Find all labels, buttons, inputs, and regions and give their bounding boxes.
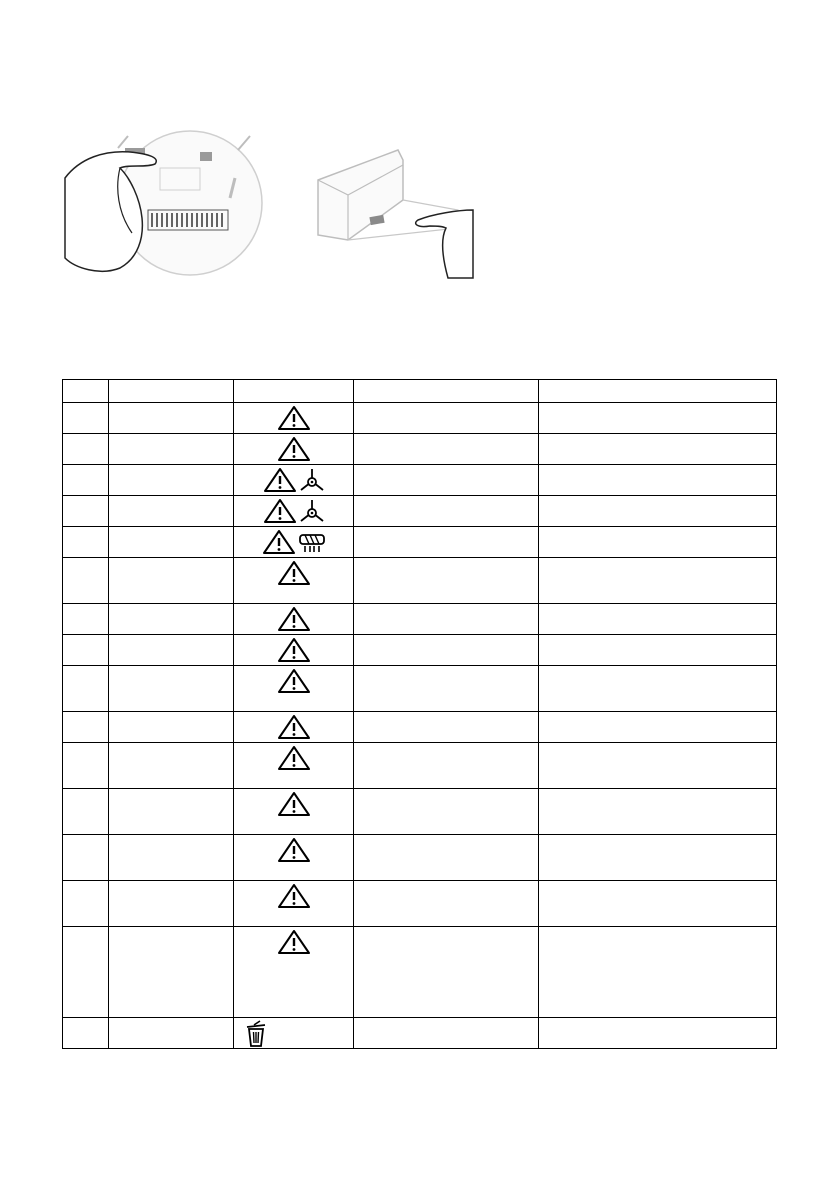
table-cell xyxy=(109,743,234,789)
table-row xyxy=(63,712,777,743)
table-cell xyxy=(63,465,109,496)
table-row xyxy=(63,604,777,635)
table-cell xyxy=(354,666,539,712)
icon-cell xyxy=(234,927,354,1018)
table-cell xyxy=(109,527,234,558)
table-row xyxy=(63,1018,777,1049)
icon-cell xyxy=(234,789,354,835)
dustbin-icon xyxy=(244,1020,268,1048)
icon-cell xyxy=(234,434,354,465)
table-cell xyxy=(539,666,777,712)
icon-cell xyxy=(234,604,354,635)
warning-icon xyxy=(277,637,311,663)
table-cell xyxy=(539,743,777,789)
status-icons xyxy=(234,527,353,555)
table-cell xyxy=(354,496,539,527)
warning-icon xyxy=(277,436,311,462)
table-cell xyxy=(109,558,234,604)
robot-underside-illustration xyxy=(60,118,270,278)
status-icons xyxy=(234,743,353,771)
table-cell xyxy=(539,635,777,666)
table-cell xyxy=(109,496,234,527)
side-brush-icon xyxy=(299,498,325,524)
table-cell xyxy=(354,1018,539,1049)
icon-cell xyxy=(234,496,354,527)
icon-cell xyxy=(234,635,354,666)
table-cell xyxy=(539,712,777,743)
table-cell xyxy=(539,881,777,927)
warning-icon xyxy=(277,405,311,431)
status-icons xyxy=(234,604,353,632)
status-icons xyxy=(234,558,353,586)
table-cell xyxy=(539,496,777,527)
table-cell xyxy=(109,604,234,635)
icon-cell xyxy=(234,666,354,712)
error-table-body xyxy=(63,380,777,1049)
warning-icon xyxy=(277,837,311,863)
table-cell xyxy=(539,403,777,434)
status-icons xyxy=(234,1018,353,1048)
status-icons xyxy=(234,465,353,493)
warning-icon xyxy=(262,529,296,555)
status-icons xyxy=(234,789,353,817)
table-cell xyxy=(354,527,539,558)
header-cell xyxy=(109,380,234,403)
table-cell xyxy=(63,558,109,604)
table-cell xyxy=(354,403,539,434)
table-row xyxy=(63,927,777,1018)
table-cell xyxy=(539,527,777,558)
table-cell xyxy=(539,558,777,604)
table-cell xyxy=(63,635,109,666)
table-cell xyxy=(63,743,109,789)
table-cell xyxy=(354,712,539,743)
table-cell xyxy=(109,927,234,1018)
table-cell xyxy=(354,558,539,604)
status-icons xyxy=(234,881,353,909)
main-brush-icon xyxy=(298,529,326,555)
error-table xyxy=(62,379,777,1049)
header-cell xyxy=(234,380,354,403)
table-cell xyxy=(354,635,539,666)
table-cell xyxy=(109,881,234,927)
warning-icon xyxy=(277,745,311,771)
warning-icon xyxy=(263,467,297,493)
table-cell xyxy=(63,434,109,465)
table-cell xyxy=(63,927,109,1018)
warning-icon xyxy=(277,929,311,955)
table-cell xyxy=(354,604,539,635)
table-cell xyxy=(109,835,234,881)
table-cell xyxy=(63,666,109,712)
table-cell xyxy=(109,1018,234,1049)
icon-cell xyxy=(234,712,354,743)
table-row xyxy=(63,558,777,604)
table-cell xyxy=(354,743,539,789)
table-row xyxy=(63,434,777,465)
table-cell xyxy=(63,403,109,434)
side-brush-icon xyxy=(299,467,325,493)
warning-icon xyxy=(277,668,311,694)
table-cell xyxy=(354,835,539,881)
table-cell xyxy=(109,789,234,835)
status-icons xyxy=(234,496,353,524)
warning-icon xyxy=(277,791,311,817)
status-icons xyxy=(234,635,353,663)
icon-cell xyxy=(234,1018,354,1049)
status-icons xyxy=(234,927,353,955)
table-cell xyxy=(354,789,539,835)
table-cell xyxy=(539,604,777,635)
header-cell xyxy=(63,380,109,403)
table-cell xyxy=(539,434,777,465)
table-row xyxy=(63,496,777,527)
icon-cell xyxy=(234,558,354,604)
warning-icon xyxy=(277,714,311,740)
table-cell xyxy=(109,635,234,666)
table-cell xyxy=(539,1018,777,1049)
table-row xyxy=(63,835,777,881)
table-cell xyxy=(63,527,109,558)
table-row xyxy=(63,465,777,496)
icon-cell xyxy=(234,835,354,881)
table-row xyxy=(63,635,777,666)
icon-cell xyxy=(234,465,354,496)
table-header-row xyxy=(63,380,777,403)
table-cell xyxy=(354,434,539,465)
table-cell xyxy=(63,604,109,635)
table-cell xyxy=(354,881,539,927)
icon-cell xyxy=(234,881,354,927)
table-cell xyxy=(63,712,109,743)
status-icons xyxy=(234,835,353,863)
table-cell xyxy=(63,1018,109,1049)
table-cell xyxy=(354,465,539,496)
table-row xyxy=(63,666,777,712)
table-cell xyxy=(109,465,234,496)
icon-cell xyxy=(234,743,354,789)
header-cell xyxy=(539,380,777,403)
header-cell xyxy=(354,380,539,403)
charging-dock-illustration xyxy=(308,140,478,280)
warning-icon xyxy=(277,883,311,909)
table-cell xyxy=(109,666,234,712)
status-icons xyxy=(234,712,353,740)
icon-cell xyxy=(234,527,354,558)
status-icons xyxy=(234,666,353,694)
status-icons xyxy=(234,434,353,462)
table-cell xyxy=(539,927,777,1018)
table-cell xyxy=(109,434,234,465)
warning-icon xyxy=(263,498,297,524)
table-cell xyxy=(539,789,777,835)
table-cell xyxy=(109,712,234,743)
table-row xyxy=(63,881,777,927)
table-cell xyxy=(63,835,109,881)
table-cell xyxy=(63,789,109,835)
table-cell xyxy=(109,403,234,434)
table-row xyxy=(63,789,777,835)
warning-icon xyxy=(277,606,311,632)
warning-icon xyxy=(277,560,311,586)
table-cell xyxy=(63,496,109,527)
icon-cell xyxy=(234,403,354,434)
table-row xyxy=(63,743,777,789)
table-row xyxy=(63,527,777,558)
table-cell xyxy=(63,881,109,927)
status-icons xyxy=(234,403,353,431)
table-row xyxy=(63,403,777,434)
table-cell xyxy=(539,465,777,496)
table-cell xyxy=(539,835,777,881)
table-cell xyxy=(354,927,539,1018)
